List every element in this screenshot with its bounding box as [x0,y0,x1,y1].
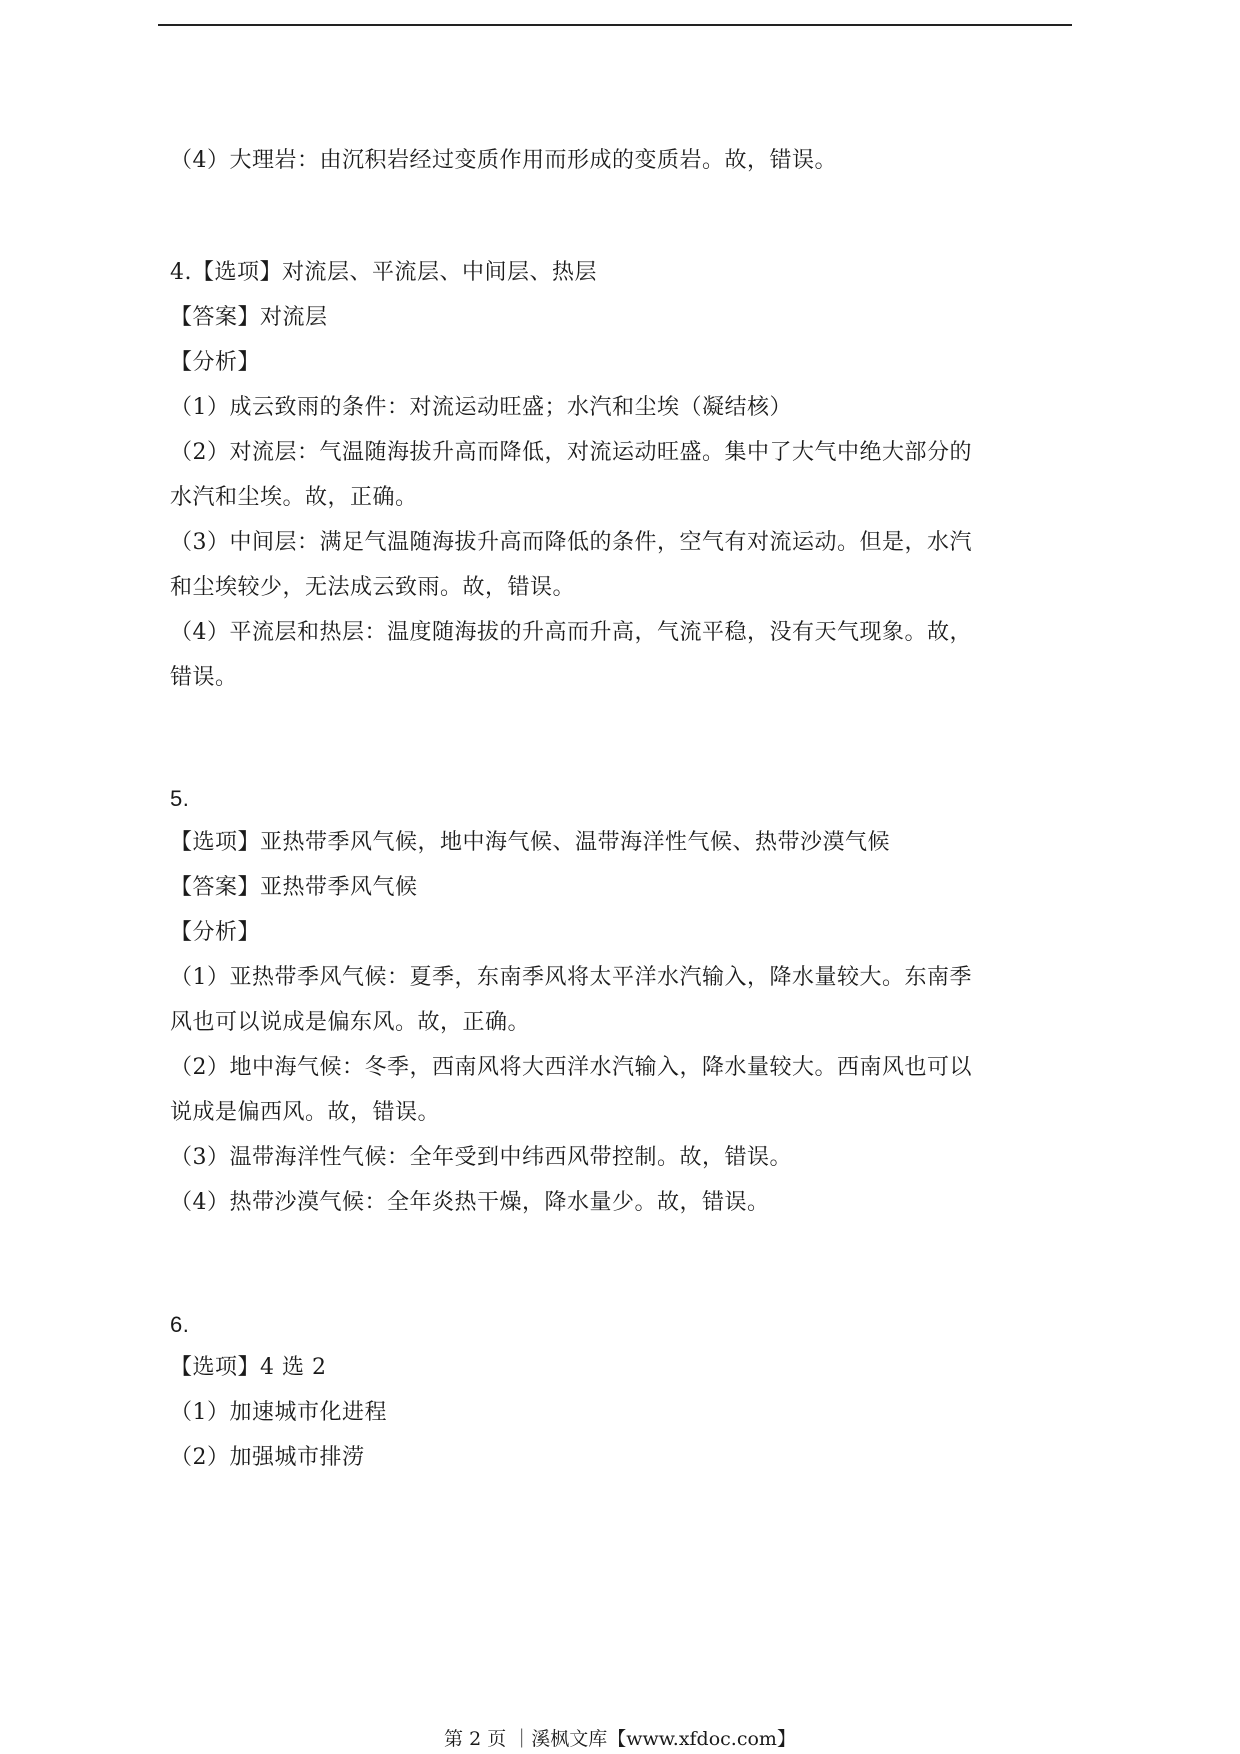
header-rule [158,24,1072,26]
answer-line: 【答案】对流层 [170,305,328,330]
analysis-label: 【分析】 [170,350,261,375]
options-line: 【选项】4 选 2 [170,1355,327,1380]
text-line: （3）中间层：满足气温随海拔升高而降低的条件，空气有对流运动。但是，水汽 [170,530,972,555]
question-heading: 4.【选项】对流层、平流层、中间层、热层 [170,260,597,285]
text-line: 说成是偏西风。故，错误。 [170,1100,441,1125]
page-footer: 第 2 页 ｜溪枫文库【www.xfdoc.com】 [444,1728,796,1750]
text-line: （1）亚热带季风气候：夏季，东南季风将太平洋水汽输入，降水量较大。东南季 [170,965,972,990]
analysis-label: 【分析】 [170,920,261,945]
text-line: （2）对流层：气温随海拔升高而降低，对流运动旺盛。集中了大气中绝大部分的 [170,440,972,465]
question-number: 5. [170,786,190,811]
text-line: （4）平流层和热层：温度随海拔的升高而升高，气流平稳，没有天气现象。故， [170,620,972,645]
text-line: 错误。 [170,665,238,690]
text-line: （2）加强城市排涝 [170,1445,365,1470]
answer-line: 【答案】亚热带季风气候 [170,875,418,900]
text-line: （4）热带沙漠气候：全年炎热干燥，降水量少。故，错误。 [170,1190,770,1215]
options-line: 【选项】亚热带季风气候，地中海气候、温带海洋性气候、热带沙漠气候 [170,830,891,855]
text-line: 风也可以说成是偏东风。故，正确。 [170,1010,531,1035]
text-line: 水汽和尘埃。故，正确。 [170,485,418,510]
text-line: （1）加速城市化进程 [170,1400,387,1425]
question-number: 6. [170,1312,190,1337]
text-line: （2）地中海气候：冬季，西南风将大西洋水汽输入，降水量较大。西南风也可以 [170,1055,972,1080]
text-line: （4）大理岩：由沉积岩经过变质作用而形成的变质岩。故，错误。 [170,148,837,173]
text-line: 和尘埃较少，无法成云致雨。故，错误。 [170,575,576,600]
text-line: （3）温带海洋性气候：全年受到中纬西风带控制。故，错误。 [170,1145,792,1170]
text-line: （1）成云致雨的条件：对流运动旺盛；水汽和尘埃（凝结核） [170,395,792,420]
